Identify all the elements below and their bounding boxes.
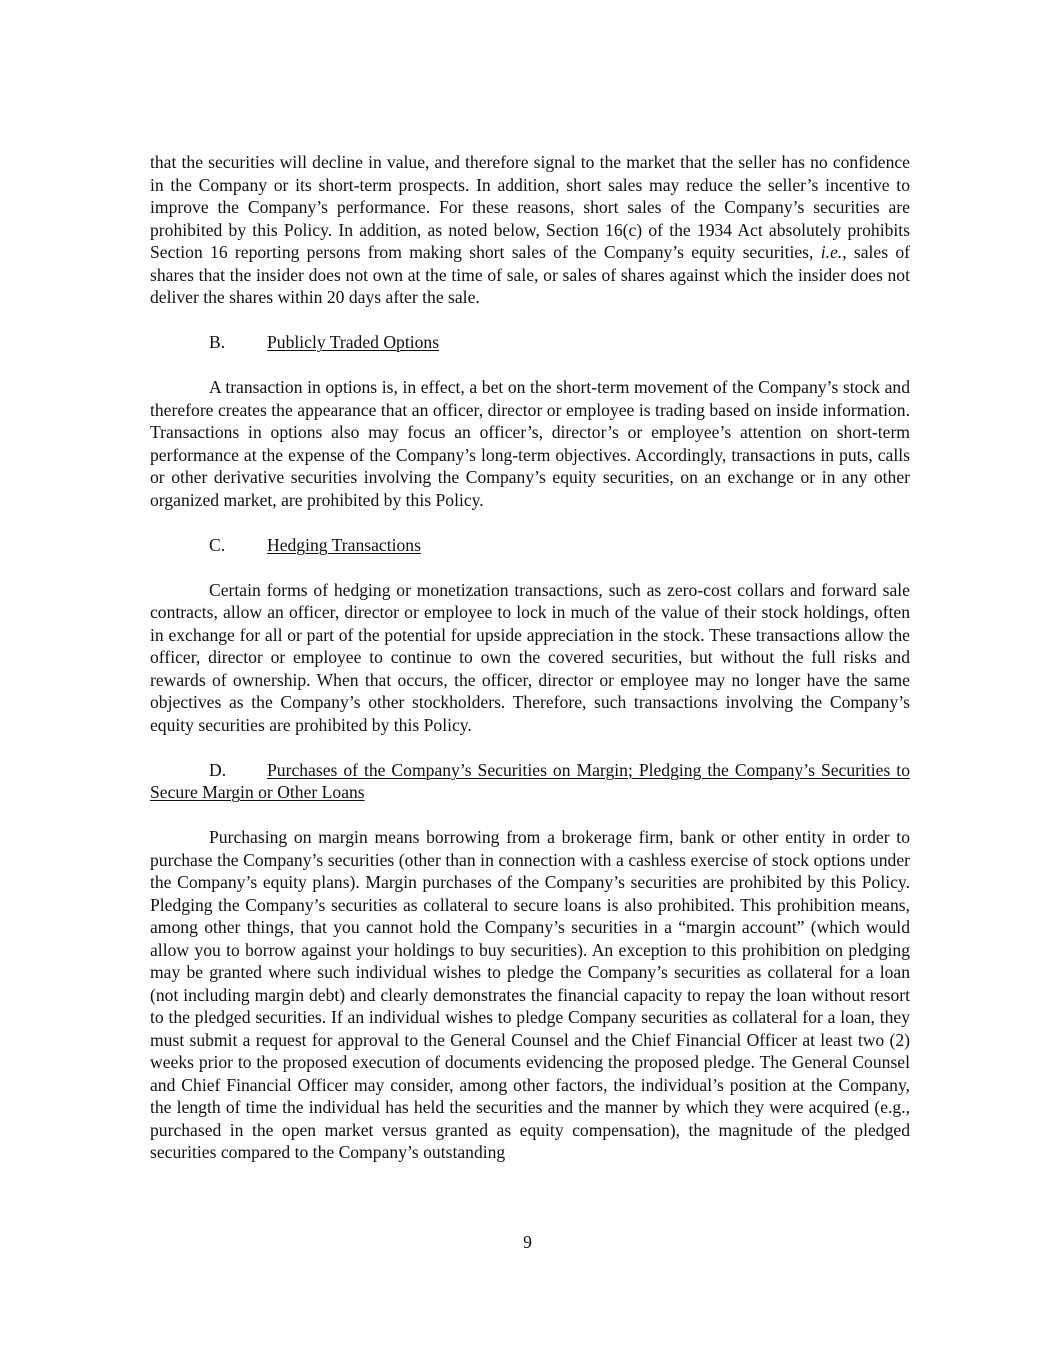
section-b-title: Publicly Traded Options — [267, 332, 440, 352]
document-page — [150, 151, 910, 1164]
section-d-body: Purchasing on margin means borrowing from a brokerage firm, bank or other entity in order to purchase the Company’s securities (other than in connection with a cashless exercise of stock options under the Company’s equity plans). Margin purchases of the Company’s securities are prohibited by this Policy. Pledging the Company’s securities as collateral to secure loans is also prohibited. This prohibition means, among other things, that you cannot hold the Company’s securities in a “margin account” (which would allow you to borrow against your holdings to buy securities). An exception to this prohibition on pledging may be granted where such individual wishes to pledge the Company’s securities as collateral for a loan (not including margin debt) and clearly demonstrates the financial capacity to repay the loan without resort to the pledged securities. If an individual wishes to pledge Company securities as collateral for a loan, they must submit a request for approval to the General Counsel and the Chief Financial Officer at least two (2) weeks prior to the proposed execution of documents evidencing the proposed pledge. The General Counsel and Chief Financial Officer may consider, among other factors, the individual’s position at the Company, the length of time the individual has held the securities and the manner by which they were acquired (e.g., purchased in the open market versus granted as equity compensation), the magnitude of the pledged securities compared to the Company’s outstanding — [150, 827, 910, 1162]
intro-text-after: , sales of shares that the insider does not own at the time of sale, or sales of shares against which the insider does not deliver the shares within 20 days after the sale. — [150, 242, 910, 307]
section-b-body: A transaction in options is, in effect, a bet on the short-term movement of the Company’s stock and therefore creates the appearance that an officer, director or employee is trading based on inside information. Transactions in options also may focus an officer’s, director’s or employee’s attention on short-term performance at the expense of the Company’s long-term objectives. Accordingly, transactions in puts, calls or other derivative securities involving the Company’s equity securities, on an exchange or in any other organized market, are prohibited by this Policy. — [150, 377, 910, 510]
page-number: 9 — [523, 1232, 532, 1252]
intro-italic-ie: i.e. — [820, 242, 843, 262]
intro-text-before: that the securities will decline in value, and therefore signal to the market that the seller has no confidence in the Company or its short-term prospects. In addition, short sales may reduce the seller’s incentive to improve the Company’s performance. For these reasons, short sales of the Company’s securities are prohibited by this Policy. In addition, as noted below, Section 16(c) of the 1934 Act absolutely prohibits Section 16 reporting persons from making short sales of the Company’s equity securities, — [150, 152, 910, 262]
intro-paragraph — [150, 151, 910, 309]
section-d-letter: D. — [209, 759, 227, 780]
section-c-body: Certain forms of hedging or monetization transactions, such as zero-cost collars and forward sale contracts, allow an officer, director or employee to lock in much of the value of their stock holdings, often in exchange for all or part of the potential for upside appreciation in the stock. These transactions allow the officer, director or employee to continue to own the covered securities, but without the full risks and rewards of ownership. When that occurs, the officer, director or employee may no longer have the same objectives as the Company’s other stockholders. Therefore, such transactions involving the Company’s equity securities are prohibited by this Policy. — [150, 579, 910, 735]
section-c-title: Hedging Transactions — [267, 534, 421, 555]
section-d-title: Purchases of the Company’s Securities on Margin; Pledging the Company’s Securities to Secure Margin or Other Loans — [150, 759, 910, 802]
section-b-heading — [150, 331, 910, 354]
section-c-heading — [150, 534, 910, 557]
section-b-letter: B. — [209, 332, 226, 352]
section-d-heading — [150, 759, 910, 804]
section-c-letter: C. — [209, 534, 226, 555]
